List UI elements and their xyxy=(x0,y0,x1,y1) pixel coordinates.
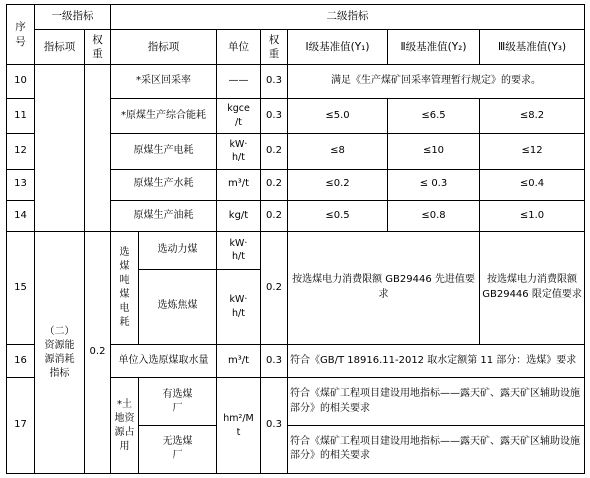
header-row-2 xyxy=(7,30,585,65)
row15-unit2: kW· h/t xyxy=(217,269,261,344)
table-row xyxy=(7,232,585,270)
row-indicator: 原煤生产电耗 xyxy=(111,134,217,169)
row-grade1: ≤0.5 xyxy=(288,200,388,231)
row17-weight: 0.3 xyxy=(261,378,288,474)
row15-grade12: 按选煤电力消费限额 GB29446 先进值要求 xyxy=(288,232,480,345)
row-seq: 15 xyxy=(7,232,35,345)
row-grade1: ≤5.0 xyxy=(288,98,388,133)
row-seq: 16 xyxy=(7,344,35,377)
header-seq: 序 号 xyxy=(7,5,35,65)
row15-weight: 0.2 xyxy=(261,232,288,345)
row15-unit1: kW· h/t xyxy=(217,232,261,270)
row-grade1: ≤0.2 xyxy=(288,169,388,200)
row-weight: 0.2 xyxy=(261,200,288,231)
row15-sub1: 选动力煤 xyxy=(139,232,217,270)
group-indicator-weight: 0.2 xyxy=(85,232,111,474)
row15-grade3: 按选煤电力消费限额GB29446 限定值要求 xyxy=(480,232,585,345)
row16-weight: 0.3 xyxy=(261,344,288,377)
row-indicator: 原煤生产水耗 xyxy=(111,169,217,200)
header-grade3: Ⅲ级基准值(Y₃) xyxy=(480,30,585,65)
row-seq: 14 xyxy=(7,200,35,231)
row-seq: 11 xyxy=(7,98,35,133)
row-seq: 10 xyxy=(7,65,35,98)
row-grade2: ≤10 xyxy=(388,134,480,169)
row-seq: 13 xyxy=(7,169,35,200)
row-unit: kW· h/t xyxy=(217,134,261,169)
row17-requirement-1: 符合《煤矿工程项目建设用地指标——露天矿、露天矿区辅助设施部分》的相关要求 xyxy=(288,378,585,426)
row-grade2: ≤0.8 xyxy=(388,200,480,231)
row-indicator: *采区回采率 xyxy=(111,65,217,98)
row17-sub2: 无选煤 厂 xyxy=(139,425,217,473)
indicator-table xyxy=(6,4,585,474)
group-indicator-name: （二） 资源能 源消耗 指标 xyxy=(35,232,85,474)
row-seq: 12 xyxy=(7,134,35,169)
row-weight: 0.2 xyxy=(261,169,288,200)
row-indicator: 原煤生产油耗 xyxy=(111,200,217,231)
row-indicator: *原煤生产综合能耗 xyxy=(111,98,217,133)
row16-unit: m³/t xyxy=(217,344,261,377)
row17-group-label: *土地资 源占用 xyxy=(111,378,139,474)
header-grade2: Ⅱ级基准值(Y₂) xyxy=(388,30,480,65)
row-grade2: ≤ 0.3 xyxy=(388,169,480,200)
header-level2: 二级指标 xyxy=(111,5,585,30)
row-grade2: ≤6.5 xyxy=(388,98,480,133)
row-weight: 0.3 xyxy=(261,65,288,98)
row-unit: kgce /t xyxy=(217,98,261,133)
row17-requirement-2: 符合《煤矿工程项目建设用地指标——露天矿、露天矿区辅助设施部分》的相关要求 xyxy=(288,425,585,473)
header-level2-weight: 权 重 xyxy=(261,30,288,65)
row-grade3: ≤1.0 xyxy=(480,200,585,231)
row-grade3: ≤8.2 xyxy=(480,98,585,133)
header-unit: 单位 xyxy=(217,30,261,65)
header-level1-indicator: 指标项 xyxy=(35,30,85,65)
table-row xyxy=(7,65,585,98)
standards-table-container xyxy=(6,4,584,474)
row17-sub1: 有选煤 厂 xyxy=(139,378,217,426)
row-grade3: ≤12 xyxy=(480,134,585,169)
header-grade1: Ⅰ级基准值(Y₁) xyxy=(288,30,388,65)
row16-indicator: 单位入选原煤取水量 xyxy=(111,344,217,377)
row-unit: m³/t xyxy=(217,169,261,200)
row-unit: —— xyxy=(217,65,261,98)
row-unit: kg/t xyxy=(217,200,261,231)
row-grade3: ≤0.4 xyxy=(480,169,585,200)
header-level1: 一级指标 xyxy=(35,5,111,30)
header-level1-weight: 权 重 xyxy=(85,30,111,65)
row15-group-label: 选 煤 吨 煤 电 耗 xyxy=(111,232,139,345)
header-level2-indicator: 指标项 xyxy=(111,30,217,65)
row-weight: 0.3 xyxy=(261,98,288,133)
row16-requirement: 符合《GB/T 18916.11-2012 取水定额第 11 部分：选煤》要求 xyxy=(288,344,585,377)
group-empty-name xyxy=(35,65,85,232)
row-weight: 0.2 xyxy=(261,134,288,169)
row15-sub2: 选炼焦煤 xyxy=(139,269,217,344)
header-row-1 xyxy=(7,5,585,30)
row17-unit: hm²/M t xyxy=(217,378,261,474)
row-seq: 17 xyxy=(7,378,35,474)
row-requirement: 满足《生产煤矿回采率管理暂行规定》的要求。 xyxy=(288,65,585,98)
row-grade1: ≤8 xyxy=(288,134,388,169)
group-empty-weight xyxy=(85,65,111,232)
